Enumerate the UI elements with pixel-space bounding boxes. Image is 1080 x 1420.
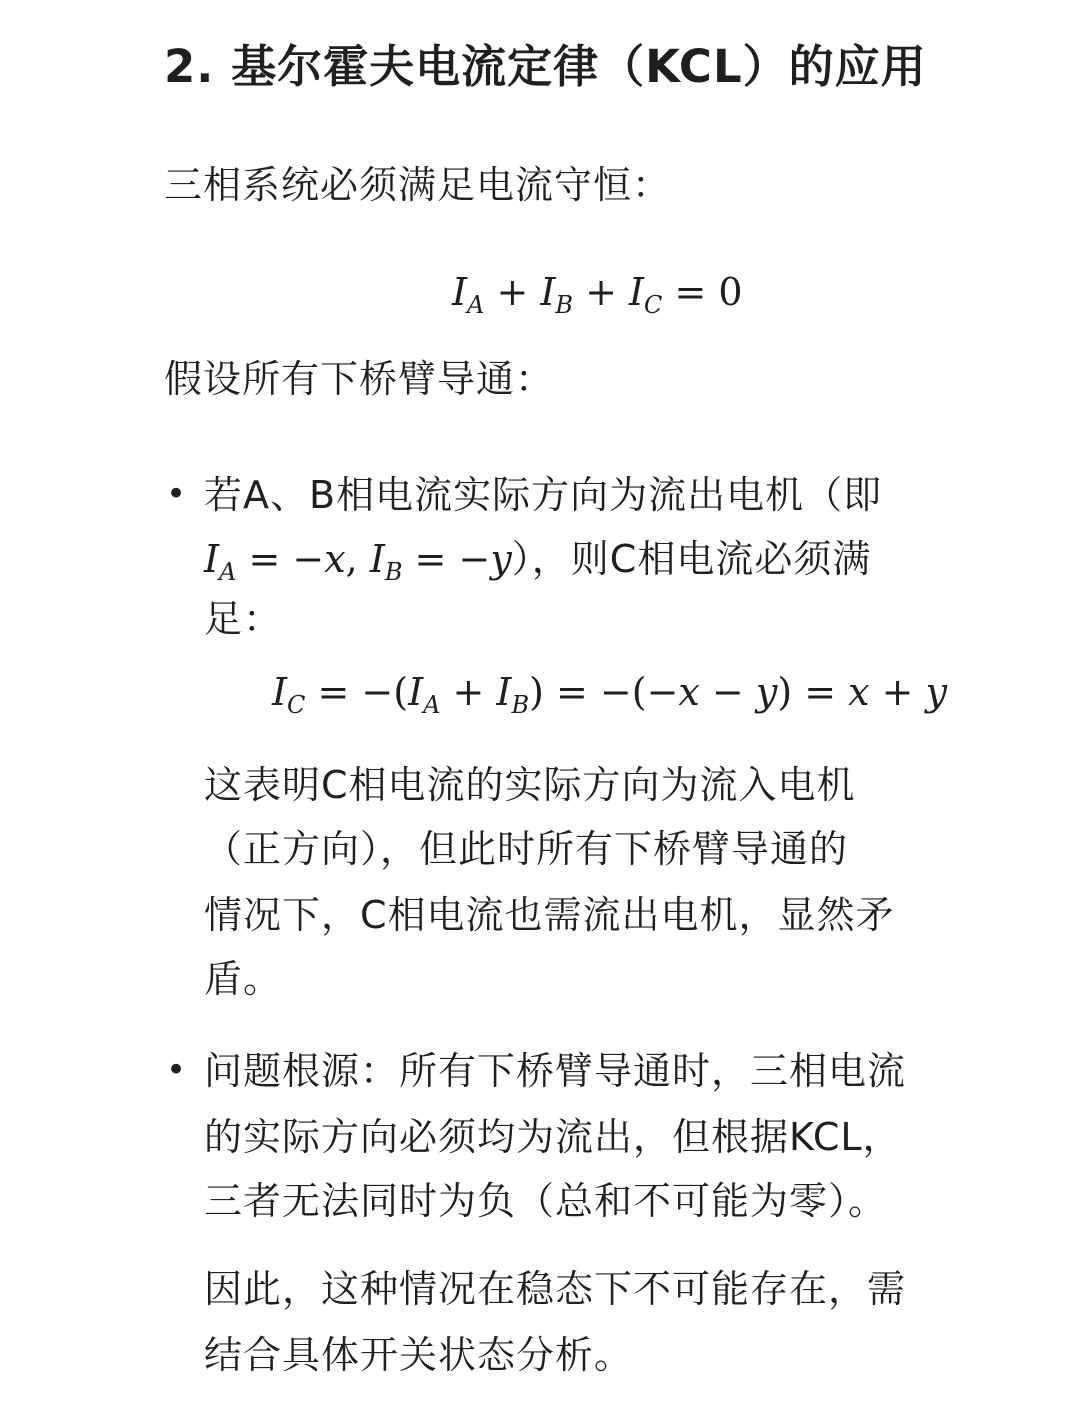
section-heading: 2. 基尔霍夫电流定律（KCL）的应用 xyxy=(164,40,927,93)
bullet1-note-line: 这表明C相电流的实际方向为流入电机 xyxy=(204,763,856,807)
bullet2-line: 的实际方向必须均为流出，但根据KCL， xyxy=(204,1115,902,1159)
bullet1-line2: $I_A = -x$, $I_B = -y$），则C相电流必须满 xyxy=(204,537,872,586)
bullet1-note-line: 盾。 xyxy=(204,957,283,1001)
kcl-equation: $I_A + I_B + I_C = 0$ xyxy=(452,270,743,319)
bullet-marker: • xyxy=(166,1050,187,1090)
conclusion-line: 结合具体开关状态分析。 xyxy=(204,1333,634,1377)
ic-equation: $I_C = -(I_A + I_B) = -(-x - y) = x + y$ xyxy=(272,670,948,719)
bullet1-line3: 足： xyxy=(204,597,283,641)
bullet1-line1: 若A、B相电流实际方向为流出电机（即 xyxy=(204,473,883,517)
bullet2-line: 三者无法同时为负（总和不可能为零）。 xyxy=(204,1179,888,1223)
bullet-marker: • xyxy=(166,474,187,514)
inline-math-currents: $I_A = -x$, $I_B = -y$ xyxy=(204,537,512,586)
assumption-text: 假设所有下桥臂导通： xyxy=(164,357,555,401)
bullet1-note-line: 情况下，C相电流也需流出电机，显然矛 xyxy=(204,893,895,937)
conclusion-line: 因此，这种情况在稳态下不可能存在，需 xyxy=(204,1267,907,1311)
bullet2-line: 问题根源：所有下桥臂导通时，三相电流 xyxy=(204,1049,907,1093)
bullet1-note-line: （正方向），但此时所有下桥臂导通的 xyxy=(204,827,849,871)
intro-text: 三相系统必须满足电流守恒： xyxy=(164,163,672,207)
